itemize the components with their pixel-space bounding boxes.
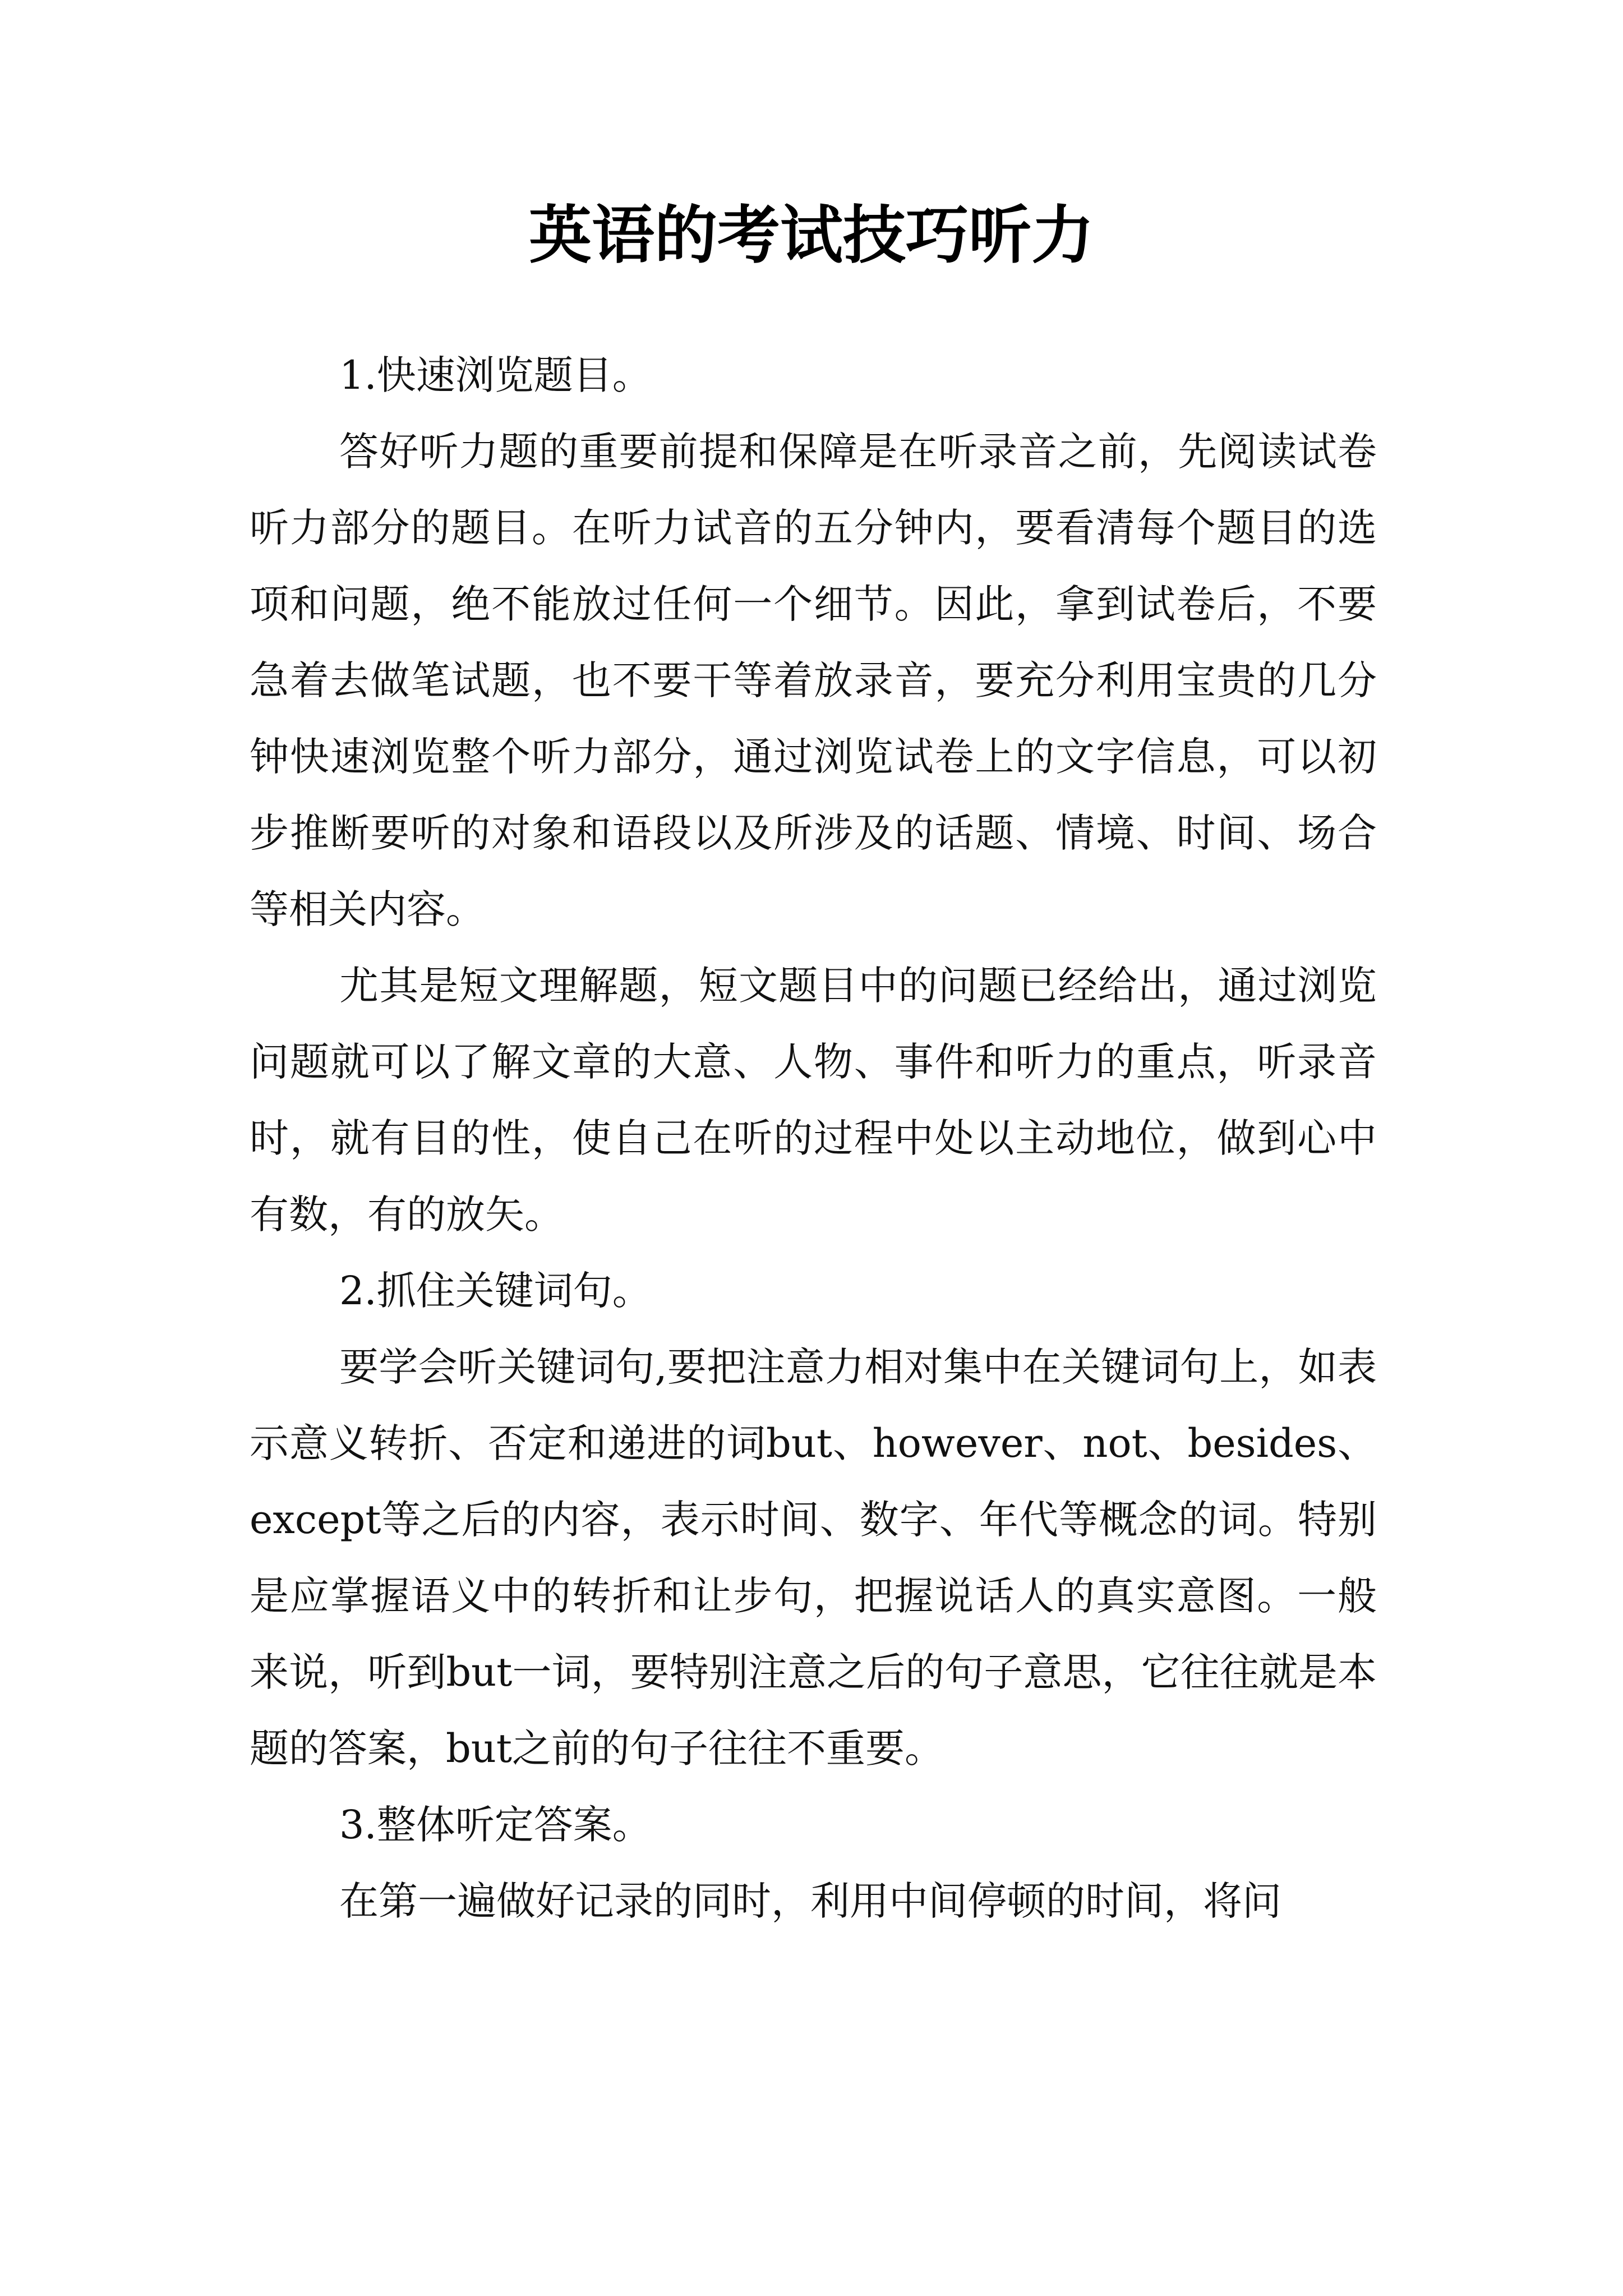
heading-1-quick-browse: 1.快速浏览题目。 — [339, 352, 652, 398]
paragraph-key-words: 要学会听关键词句,要把注意力相对集中在关键词句上，如表示意义转折、否定和递进的词but、however、not、besides、except等之后的内容，表示时间、数字、年代等概念的词。特别是应掌握语义中的转折和让步句，把握说话人的真实意图。一般来说，听到but一词，要特别注意之后的句子意思，它往往就是本题的答案，but之前的句子往往不重要。 — [250, 1344, 1377, 1772]
heading-3-overall-listening: 3.整体听定答案。 — [339, 1802, 652, 1848]
paragraph-browse-detail: 答好听力题的重要前提和保障是在听录音之前，先阅读试卷听力部分的题目。在听力试音的五分钟内，要看清每个题目的选项和问题，绝不能放过任何一个细节。因此，拿到试卷后，不要急着去做笔试题，也不要干等着放录音，要充分利用宝贵的几分钟快速浏览整个听力部分，通过浏览试卷上的文字信息，可以初步推断要听的对象和语段以及所涉及的话题、情境、时间、场合等相关内容。 — [250, 429, 1377, 932]
document-body — [250, 337, 1377, 1939]
paragraph-short-passage: 尤其是短文理解题，短文题目中的问题已经给出，通过浏览问题就可以了解文章的大意、人物、事件和听力的重点，听录音时，就有目的性，使自己在听的过程中处以主动地位，做到心中有数，有的放矢。 — [250, 963, 1377, 1237]
document-title: 英语的考试技巧听力 — [529, 199, 1094, 272]
paragraph-first-pass: 在第一遍做好记录的同时，利用中间停顿的时间，将问 — [339, 1878, 1281, 1924]
heading-2-key-words: 2.抓住关键词句。 — [339, 1268, 652, 1314]
